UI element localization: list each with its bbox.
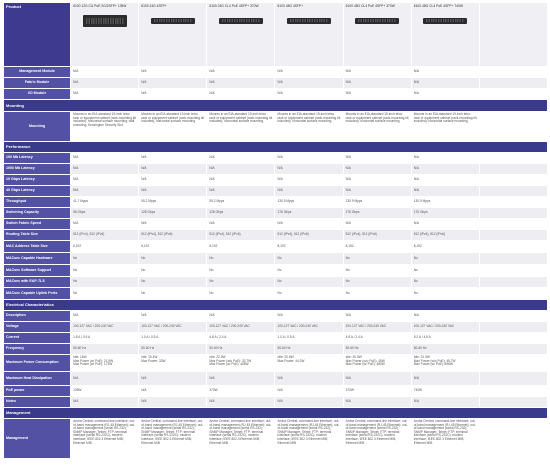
spec-value: N/A [207,89,275,100]
spec-value: 370W [207,386,275,397]
product-name: 6100 48G 4SFP+ [277,4,304,8]
spec-value: N/A [275,397,343,408]
spec-row [4,230,548,241]
spec-value: No [275,265,343,277]
spec-value: N/A [275,372,343,386]
spec-value-empty [479,397,547,408]
spec-value-empty [479,208,547,219]
product-column-4 [275,3,343,67]
spec-value-empty [479,333,547,344]
spec-row [4,197,548,208]
spec-value: 1.0 A / 0.5 A [139,333,207,344]
spec-value: N/A [71,219,139,230]
spec-value: Mounts in an EIA-standard 19-inch telco rack or equipment cabinet (rack-mounting kit included); horizontal surface mounting [411,112,479,142]
spec-value: N/A [275,386,343,397]
spec-value: 370W [343,386,411,397]
spec-label: 1000 Mb Latency [4,164,71,175]
spec-value: N/A [71,372,139,386]
spec-value: Aruba Central; command-line interface; out-of-band management (RJ-45 Ethernet); out-of-band management (serial RS-232); SNMP Manager; Telnet; FTP; terminal interface (serial RS-232C); modem interface; IEEE 802.3 Ethernet MIB; Ethernet MIB [275,419,343,459]
spec-label: Throughput [4,197,71,208]
product-name: 6100 48G CL4 PoE 4SFP+ 370W [345,4,395,8]
spec-row [4,333,548,344]
spec-label: Voltage [4,322,71,333]
spec-value: No [139,253,207,265]
spec-value: 139W [71,386,139,397]
spec-value: Mounts in an EIA-standard 19-inch telco rack or equipment cabinet (rack-mounting kit included); horizontal surface mounting; wall mounting; Kensington Security Slot [71,112,139,142]
spec-value: 176 Gbps [411,208,479,219]
spec-value: Idle: 31.5W Max Power (w/o PoE): 45.7W Max Power (w/ PoE): 896W [411,355,479,372]
product-name: 6100 12G CU PoE 2G/2SFP+ 139W [73,4,127,8]
spec-row [4,175,548,186]
spec-value: 8,192 [71,241,139,253]
spec-value-empty [479,372,547,386]
spec-row [4,322,548,333]
section-header-row [4,142,548,153]
spec-value: 50-60 Hz [71,344,139,355]
spec-value: 8,192 [207,241,275,253]
spec-value: N/A [139,89,207,100]
spec-value-empty [479,219,547,230]
spec-value-empty [479,386,547,397]
spec-value: 4.8 A / 2.4 A [343,333,411,344]
spec-value: No [139,288,207,300]
spec-value: 512 (IPv4), 512 (IPv6) [343,230,411,241]
spec-value-empty [479,344,547,355]
switch-image [423,18,467,24]
spec-row [4,164,548,175]
spec-value: N/A [71,175,139,186]
spec-value: No [71,288,139,300]
spec-value: N/A [411,397,479,408]
spec-value: N/A [411,311,479,322]
spec-value-empty [479,175,547,186]
spec-value: Idle: 15.4W Max Power: 33W [139,355,207,372]
spec-value: N/A [139,219,207,230]
spec-label: MACsec Capable Uplink Ports [4,288,71,300]
spec-value: 8,192 [343,241,411,253]
spec-row [4,78,548,89]
spec-value: 176 Gbps [343,208,411,219]
spec-label: Fabric Module [4,78,71,89]
spec-value-empty [479,230,547,241]
spec-row [4,277,548,288]
spec-row [4,219,548,230]
spec-label: Routing Table Size [4,230,71,241]
spec-row [4,397,548,408]
spec-value: N/A [343,78,411,89]
spec-value: N/A [207,164,275,175]
spec-value: Mounts in an EIA-standard 19-inch telco rack or equipment cabinet (rack-mounting kit included); horizontal surface mounting [343,112,411,142]
spec-value: N/A [139,397,207,408]
product-column-6 [411,3,479,67]
spec-value: N/A [343,153,411,164]
spec-label: 100 Mb Latency [4,153,71,164]
spec-value: N/A [139,386,207,397]
switch-image [83,15,127,27]
spec-value: 56 Gbps [71,208,139,219]
spec-value: 128 Gbps [207,208,275,219]
spec-value: N/A [71,89,139,100]
spec-value: 95.2 Mpps [139,197,207,208]
spec-value: N/A [411,78,479,89]
spec-value: N/A [71,67,139,78]
spec-label: MAC Address Table Size [4,241,71,253]
spec-value: Aruba Central; command-line interface; out-of-band management (RJ-45 Ethernet); out-of-band management (serial RS-232); SNMP Manager; Telnet; FTP; terminal interface (serial RS-232C); modem interface; IEEE 802.3 Ethernet MIB; Ethernet MIB [207,419,275,459]
spec-row [4,253,548,265]
spec-value: N/A [275,78,343,89]
spec-row [4,344,548,355]
spec-value-empty [479,311,547,322]
spec-value-empty [479,78,547,89]
spec-value: 100-127 VAC / 200-240 VAC [411,322,479,333]
spec-value: N/A [71,397,139,408]
spec-value: N/A [343,219,411,230]
section-header-row [4,408,548,419]
section-title: Mounting [4,100,548,112]
spec-value-empty [479,164,547,175]
spec-value: N/A [275,311,343,322]
spec-value: N/A [275,67,343,78]
spec-value: No [207,288,275,300]
spec-value: No [139,265,207,277]
spec-value: 50-60 Hz [411,344,479,355]
spec-value: N/A [411,67,479,78]
spec-value: 100-127 VAC / 200-240 VAC [275,322,343,333]
spec-value: No [411,265,479,277]
product-name: 6100 48G CL4 PoE 4SFP+ 740W [413,4,463,8]
spec-value: 1.0 A / 0.5 A [275,333,343,344]
spec-value: No [343,253,411,265]
spec-value-empty [479,419,547,459]
spec-label: Management [4,419,71,459]
spec-value: Mounts in an EIA-standard 19-inch telco rack or equipment cabinet (rack-mounting kit included); horizontal surface mounting [139,112,207,142]
spec-value: N/A [275,175,343,186]
spec-value: 128 Gbps [139,208,207,219]
product-header-row [4,3,548,67]
spec-label: Management Module [4,67,71,78]
spec-value: N/A [343,372,411,386]
spec-value: No [411,253,479,265]
section-title: Management [4,408,548,419]
spec-value: No [411,277,479,288]
spec-label: Switch Fabric Speed [4,219,71,230]
spec-value: N/A [139,311,207,322]
spec-value: N/A [139,164,207,175]
spec-value: N/A [139,78,207,89]
spec-value: N/A [71,164,139,175]
spec-label: Current [4,333,71,344]
spec-row [4,112,548,142]
spec-value: 100-127 VAC / 200-240 VAC [139,322,207,333]
spec-value: 8,192 [411,241,479,253]
switch-image [151,18,195,24]
spec-value: Idle: 16W Max Power (w/ PoE): 21.9W Max Power (w/ PoE): 173W [71,355,139,372]
spec-value: N/A [411,186,479,197]
spec-value-empty [479,241,547,253]
spec-value: N/A [275,164,343,175]
switch-image [355,18,399,24]
spec-label: Mounting [4,112,71,142]
spec-label: PoE power [4,386,71,397]
spec-value-empty [479,355,547,372]
section-header-row [4,300,548,311]
product-column-1 [71,3,139,67]
spec-value: Aruba Central; command-line interface; out-of-band management (RJ-45 Ethernet); out-of-band management (serial RS-232); SNMP Manager; Telnet; FTP; terminal interface (serial RS-232C); modem interface; IEEE 802.3 Ethernet MIB; Ethernet MIB [411,419,479,459]
spec-value: No [139,277,207,288]
spec-value: Idle: 30.5W Max Power (w/o PoE): 45W Max Power (w/ PoE): 480W [343,355,411,372]
spec-value: 50-60 Hz [139,344,207,355]
spec-value-empty [479,112,547,142]
spec-value: N/A [207,186,275,197]
spec-row [4,355,548,372]
spec-row [4,153,548,164]
spec-value: 5.2 A / 4.8 A [411,333,479,344]
spec-value: 512 (IPv4), 512 (IPv6) [275,230,343,241]
spec-value: N/A [139,186,207,197]
spec-value-empty [479,322,547,333]
spec-value: 130.9 Mpps [275,197,343,208]
spec-value: Aruba Central; command-line interface; out-of-band management (RJ-45 Ethernet); out-of-band management (serial RS-232); SNMP Manager; Telnet; FTP; terminal interface (serial RS-232C); modem interface; IEEE 802.3 Ethernet MIB; Ethernet MIB [71,419,139,459]
spec-value: 95.2 Mpps [207,197,275,208]
spec-value: N/A [275,219,343,230]
product-column-3 [207,3,275,67]
spec-value: Mounts in an EIA-standard 19-inch telco rack or equipment cabinet (rack-mounting kit included); horizontal surface mounting [207,112,275,142]
spec-value-empty [479,153,547,164]
spec-value: Aruba Central; command-line interface; out-of-band management (RJ-45 Ethernet); out-of-band management (serial RS-232); SNMP Manager; Telnet; FTP; terminal interface (serial RS-232C); modem interface; IEEE 802.3 Ethernet MIB; Ethernet MIB [139,419,207,459]
spec-label: 10 Gbps Latency [4,175,71,186]
spec-value: N/A [275,153,343,164]
spec-value: No [275,288,343,300]
spec-label: 40 Gbps Latency [4,186,71,197]
spec-label: Notes [4,397,71,408]
spec-row [4,186,548,197]
spec-label: Maximum Heat Dissipation [4,372,71,386]
spec-value: 512 (IPv4), 512 (IPv6) [71,230,139,241]
spec-value: N/A [207,67,275,78]
spec-value: N/A [343,89,411,100]
spec-row [4,67,548,78]
spec-value: N/A [207,78,275,89]
spec-value: N/A [139,67,207,78]
spec-value: N/A [207,372,275,386]
spec-value: N/A [71,311,139,322]
spec-value: N/A [207,153,275,164]
spec-value: N/A [343,397,411,408]
spec-value-empty [479,186,547,197]
product-column-empty [479,3,547,67]
spec-value: 8,192 [275,241,343,253]
spec-value: No [207,265,275,277]
spec-row [4,208,548,219]
spec-value: 100-127 VAC / 200-240 VAC [343,322,411,333]
spec-value: N/A [343,186,411,197]
spec-value: 176 Gbps [275,208,343,219]
spec-value: No [275,253,343,265]
spec-value: N/A [139,175,207,186]
spec-value: No [343,265,411,277]
spec-value-empty [479,288,547,300]
spec-value: N/A [207,219,275,230]
spec-label: Switching Capacity [4,208,71,219]
spec-row [4,265,548,277]
spec-value: No [343,288,411,300]
section-title: Performance [4,142,548,153]
spec-value: No [71,265,139,277]
spec-row [4,372,548,386]
spec-label: Description [4,311,71,322]
spec-value: N/A [411,89,479,100]
spec-value: Idle: 22.5W Max Power (w/o PoE): 32.7W Max Power (w/ PoE): 465W [207,355,275,372]
spec-label: Frequency [4,344,71,355]
product-name: 6100 24G CL4 PoE 4SFP+ 370W [209,4,259,8]
spec-value-empty [479,265,547,277]
spec-value: 130.9 Mpps [343,197,411,208]
spec-value: No [71,253,139,265]
spec-value: 512 (IPv4), 512 (IPv6) [207,230,275,241]
switch-image [287,18,331,24]
product-column-2 [139,3,207,67]
spec-value: 50-60 Hz [207,344,275,355]
spec-value: 50-60 Hz [275,344,343,355]
spec-value: 1.8 A / 0.9 A [71,333,139,344]
spec-table [3,2,548,459]
spec-value-empty [479,67,547,78]
spec-value: 100-127 VAC / 200-240 VAC [71,322,139,333]
spec-value: 50-60 Hz [343,344,411,355]
spec-value: Idle: 20.6W Max Power: 44.2W [275,355,343,372]
spec-label: MACsec with EAP-TLS [4,277,71,288]
spec-value: N/A [207,397,275,408]
spec-value: Mounts in an EIA-standard 19-inch telco rack or equipment cabinet (rack-mounting kit included); horizontal surface mounting [275,112,343,142]
spec-row [4,386,548,397]
spec-value: 130.9 Mpps [411,197,479,208]
spec-value: N/A [343,175,411,186]
spec-value: 512 (IPv4), 512 (IPv6) [139,230,207,241]
product-header-label: Product [4,3,71,67]
spec-value: No [411,288,479,300]
spec-value: N/A [139,372,207,386]
spec-row [4,241,548,253]
spec-value: N/A [343,164,411,175]
section-header-row [4,100,548,112]
spec-value: N/A [71,78,139,89]
spec-value: N/A [411,164,479,175]
spec-value: No [343,277,411,288]
spec-value: N/A [207,175,275,186]
product-column-5 [343,3,411,67]
product-name: 6100 24G 4SFP+ [141,4,167,8]
switch-image [219,18,263,24]
spec-label: Maximum Power Consumption [4,355,71,372]
spec-label: I/O Module [4,89,71,100]
spec-label: MACsec Capable Hardware [4,253,71,265]
spec-row [4,288,548,300]
spec-value: N/A [275,89,343,100]
spec-value: N/A [71,186,139,197]
spec-value: N/A [71,153,139,164]
spec-label: MACsec Software Support [4,265,71,277]
spec-value: N/A [139,153,207,164]
spec-value: N/A [411,219,479,230]
spec-value-empty [479,253,547,265]
spec-value: 41.7 Mpps [71,197,139,208]
spec-value: N/A [411,372,479,386]
spec-value: 100-127 VAC / 200-240 VAC [207,322,275,333]
spec-value: No [71,277,139,288]
spec-value: N/A [411,175,479,186]
spec-value: N/A [275,186,343,197]
spec-value: N/A [343,67,411,78]
spec-value: No [275,277,343,288]
spec-value: No [207,277,275,288]
spec-value-empty [479,197,547,208]
spec-value: 740W [411,386,479,397]
section-title: Electrical Characteristics [4,300,548,311]
spec-value: 8,192 [139,241,207,253]
spec-value: No [207,253,275,265]
spec-value: 512 (IPv4), 512 (IPv6) [411,230,479,241]
spec-value-empty [479,277,547,288]
spec-value-empty [479,89,547,100]
spec-value: Aruba Central; command-line interface; out-of-band management (RJ-45 Ethernet); out-of-band management (serial RS-232); SNMP Manager; Telnet; FTP; terminal interface (serial RS-232C); modem interface; IEEE 802.3 Ethernet MIB; Ethernet MIB [343,419,411,459]
spec-value: N/A [343,311,411,322]
spec-row [4,89,548,100]
spec-row [4,311,548,322]
spec-value: N/A [411,153,479,164]
spec-row [4,419,548,459]
spec-value: N/A [207,311,275,322]
spec-value: 4.8 A / 2.4 A [207,333,275,344]
